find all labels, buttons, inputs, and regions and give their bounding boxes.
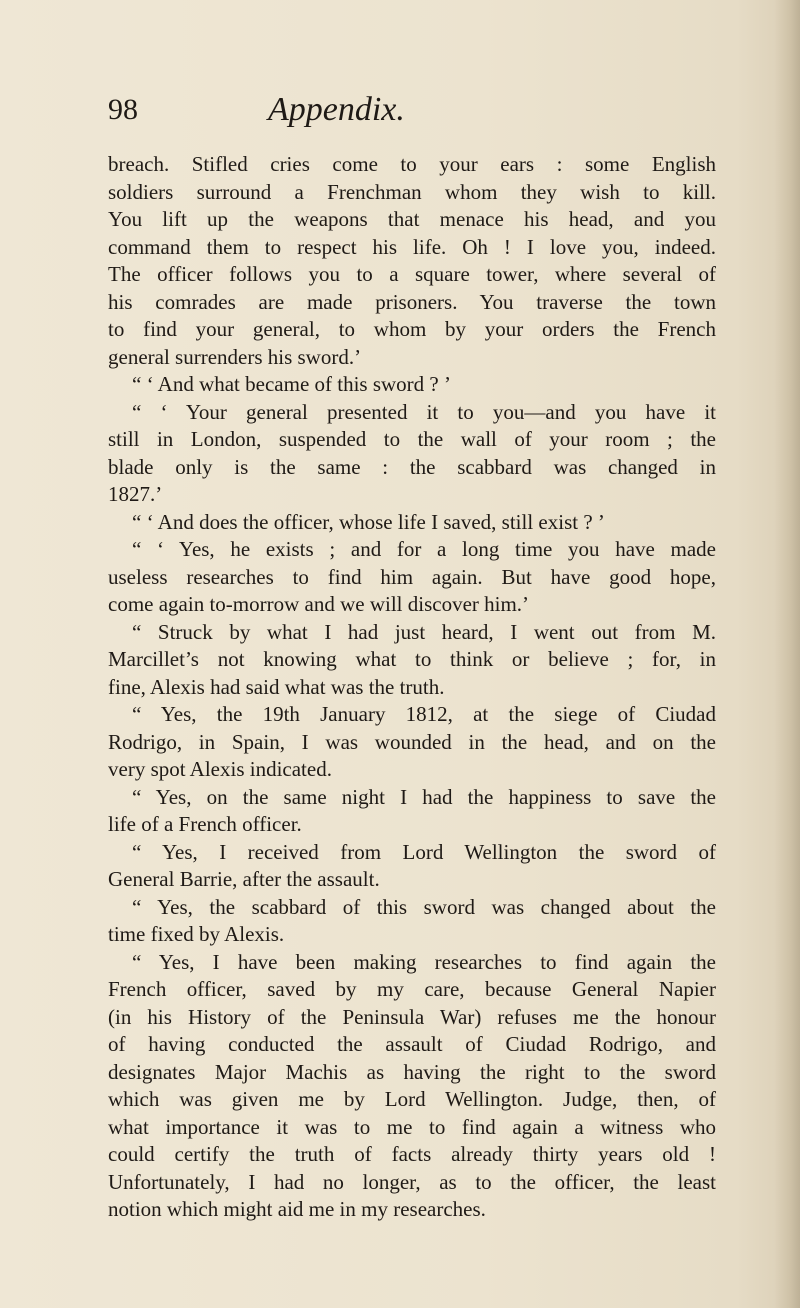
text-line: “ ‘ Your general presented it to you—and you have it [132, 399, 716, 424]
text-line: “ Yes, I have been making researches to find again the [132, 949, 716, 974]
text-line: “ ‘ And does the officer, whose life I saved, still exist ? ’ [132, 509, 605, 534]
text-line: could certify the truth of facts already thirty years old ! [108, 1142, 716, 1166]
text-line: very spot Alexis indicated. [108, 757, 332, 781]
text-line: General Barrie, after the assault. [108, 867, 380, 891]
text-line: notion which might aid me in my researches. [108, 1197, 486, 1221]
text-line: The officer follows you to a square tower, where several of [108, 262, 716, 286]
text-line: his comrades are made prisoners. You traverse the town [108, 289, 716, 314]
text-line: of having conducted the assault of Ciudad Rodrigo, and [108, 1032, 716, 1056]
text-line: “ Yes, on the same night I had the happiness to save the [132, 784, 716, 809]
text-line: useless researches to find him again. But have good hope, [108, 564, 716, 589]
text-line: “ Struck by what I had just heard, I went out from M. [132, 619, 716, 644]
text-line: to find your general, to whom by your orders the French [108, 317, 716, 341]
text-line: “ Yes, the scabbard of this sword was changed about the [132, 894, 716, 919]
text-line: fine, Alexis had said what was the truth. [108, 674, 445, 699]
text-line: Rodrigo, in Spain, I was wounded in the head, and on the [108, 729, 716, 754]
text-line: 1827.’ [108, 482, 163, 506]
text-line: “ Yes, I received from Lord Wellington the sword of [132, 839, 716, 864]
text-line: You lift up the weapons that menace his head, and you [108, 207, 716, 231]
text-line: “ ‘ Yes, he exists ; and for a long time you have made [132, 537, 716, 561]
text-line: French officer, saved by my care, because General Napier [108, 977, 716, 1001]
text-line: time fixed by Alexis. [108, 922, 285, 946]
text-line: life of a French officer. [108, 812, 302, 836]
text-line: what importance it was to me to find again a witness who [108, 1114, 716, 1139]
text-line: designates Major Machis as having the right to the sword [108, 1059, 716, 1084]
text-line: blade only is the same : the scabbard was changed in [108, 454, 716, 479]
text-line: “ ‘ And what became of this sword ? ’ [132, 372, 451, 396]
text-line: breach. Stifled cries come to your ears : some English [108, 152, 716, 176]
text-line: general surrenders his sword.’ [108, 344, 362, 369]
text-line: Marcillet’s not knowing what to think or believe ; for, in [108, 647, 716, 671]
page-number: 98 [108, 93, 138, 126]
text-line: “ Yes, the 19th January 1812, at the siege of Ciudad [132, 702, 716, 726]
page-edge-shadow [774, 0, 800, 1308]
running-head: Appendix. [268, 91, 405, 128]
text-line: command them to respect his life. Oh ! I love you, indeed. [108, 234, 716, 259]
text-line: come again to-morrow and we will discover him.’ [108, 592, 530, 616]
text-line: soldiers surround a Frenchman whom they wish to kill. [108, 179, 716, 204]
page-header [108, 88, 708, 138]
text-line: still in London, suspended to the wall of your room ; the [108, 427, 716, 451]
text-line: Unfortunately, I had no longer, as to the officer, the least [108, 1169, 716, 1194]
text-line: (in his History of the Peninsula War) refuses me the honour [108, 1004, 716, 1029]
body-text [108, 151, 716, 1224]
text-line: which was given me by Lord Wellington. Judge, then, of [108, 1087, 716, 1111]
